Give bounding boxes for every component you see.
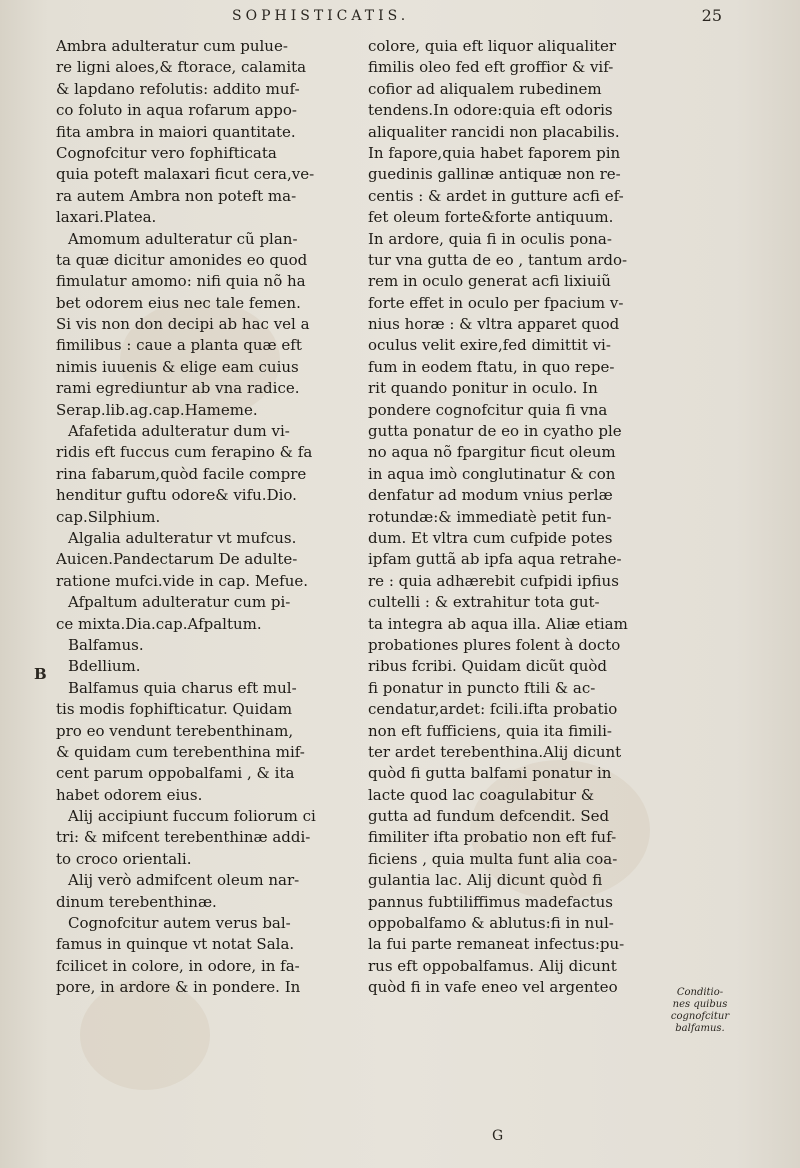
text-line: tur vna gutta de eo , tantum ardo- <box>368 250 628 269</box>
text-line: Afpaltum adulteratur cum pi- <box>68 593 291 612</box>
text-line: Bdellium. <box>68 657 141 676</box>
text-line: rami egrediuntur ab vna radice. <box>56 379 300 398</box>
text-line: cofior ad aliqualem rubedinem <box>368 79 602 98</box>
text-line: aliqualiter rancidi non placabilis. <box>368 122 620 141</box>
text-line: fita ambra in maiori quantitate. <box>56 122 296 141</box>
text-line: gulantia lac. Alij dicunt quòd fi <box>368 871 603 890</box>
text-line: colore, quia eft liquor aliqualiter <box>368 37 617 55</box>
text-line: pannus fubtiliffimus madefactus <box>368 892 613 911</box>
text-line: fimiliter ifta probatio non eft fuf- <box>368 828 617 847</box>
text-line: ratione mufci.vide in cap. Mefue. <box>56 571 308 590</box>
text-line: bet odorem eius nec tale femen. <box>56 293 301 312</box>
text-line: Si vis non don decipi ab hac vel a <box>56 315 310 334</box>
text-line: cultelli : & extrahitur tota gut- <box>368 593 600 612</box>
text-line: Balfamus. <box>68 635 144 654</box>
text-line: centis : & ardet in gutture acfi ef- <box>368 186 624 205</box>
text-line: habet odorem eius. <box>56 785 203 804</box>
text-line: & lapdano refolutis: addito muf- <box>56 79 300 98</box>
text-line: quòd fi gutta balfami ponatur in <box>368 764 612 783</box>
text-line: In ardore, quia fi in oculis pona- <box>368 229 612 248</box>
text-line: quia poteft malaxari ficut cera,ve- <box>56 165 315 184</box>
text-line: rina fabarum,quòd facile compre <box>56 464 307 483</box>
text-line: gutta ponatur de eo in cyatho ple <box>368 422 622 441</box>
text-line: cent parum oppobalfami , & ita <box>56 764 295 783</box>
margin-note-line: balfamus. <box>675 1023 725 1034</box>
text-line: ipfam guttã ab ipfa aqua retrahe- <box>368 550 622 569</box>
text-line: ridis eft fuccus cum ferapino & fa <box>56 443 313 462</box>
text-line: re ligni aloes,& ftorace, calamita <box>56 58 307 77</box>
text-line: lacte quod lac coagulabitur & <box>368 785 595 804</box>
text-line: rit quando ponitur in oculo. In <box>368 379 598 398</box>
text-line: Alij verò admifcent oleum nar- <box>68 871 300 890</box>
text-line: tis modis fophifticatur. Quidam <box>56 700 293 719</box>
margin-note-line: nes quibus <box>672 999 728 1010</box>
text-line: la fui parte remaneat infectus:pu- <box>368 935 625 954</box>
text-line: to croco orientali. <box>56 849 192 868</box>
text-line: Serap.lib.ag.cap.Hameme. <box>56 400 258 419</box>
text-line: forte effet in oculo per fpacium v- <box>368 293 624 312</box>
text-line: ta integra ab aqua illa. Aliæ etiam <box>368 614 628 633</box>
text-line: denfatur ad modum vnius perlæ <box>368 486 613 505</box>
text-line: co foluto in aqua rofarum appo- <box>56 101 297 120</box>
text-line: Amomum adulteratur cũ plan- <box>68 229 298 248</box>
text-line: Cognofcitur autem verus bal- <box>68 914 291 933</box>
text-line: tri: & mifcent terebenthinæ addi- <box>56 828 311 847</box>
text-line: guedinis gallinæ antiquæ non re- <box>368 165 621 184</box>
text-line: rem in oculo generat acfi lixiuiũ <box>368 272 611 291</box>
text-line: cendatur,ardet: fcili.ifta probatio <box>368 700 618 719</box>
text-line: dum. Et vltra cum cufpide potes <box>368 528 613 547</box>
text-line: In fapore,quia habet faporem pin <box>368 143 621 162</box>
margin-note-line: Conditio- <box>676 987 724 998</box>
text-line: re : quia adhærebit cufpidi ipfius <box>368 571 619 590</box>
text-line: cap.Silphium. <box>56 507 161 526</box>
margin-letter: B <box>34 665 47 683</box>
margin-note-line: cognofcitur <box>670 1011 730 1022</box>
text-line: & quidam cum terebenthina mif- <box>56 742 305 761</box>
text-line: famus in quinque vt notat Sala. <box>56 935 295 954</box>
text-line: oppobalfamo & ablutus:fi in nul- <box>368 914 614 933</box>
text-line: pro eo vendunt terebenthinam, <box>56 721 294 740</box>
text-line: fimilis oleo fed eft groffior & vif- <box>368 58 614 77</box>
text-line: rotundæ:& immediatè petit fun- <box>368 507 612 526</box>
text-line: quòd fi in vafe eneo vel argenteo <box>368 978 618 997</box>
text-line: fcilicet in colore, in odore, in fa- <box>56 956 300 975</box>
right-text-column <box>368 36 642 999</box>
text-line: no aqua nõ fpargitur ficut oleum <box>368 443 616 462</box>
text-line: fet oleum forte&forte antiquum. <box>368 208 614 227</box>
text-line: pore, in ardore & in pondere. In <box>56 978 301 997</box>
text-line: fimulatur amomo: nifi quia nõ ha <box>56 272 306 291</box>
text-line: ta quæ dicitur amonides eo quod <box>56 250 308 269</box>
left-text-column <box>56 36 348 999</box>
text-line: nius horæ : & vltra apparet quod <box>368 315 620 334</box>
text-line: oculus velit exire,fed dimittit vi- <box>368 336 611 355</box>
signature-mark: G <box>492 1128 504 1144</box>
text-line: probationes plures folent à docto <box>368 635 621 654</box>
text-line: tendens.In odore:quia eft odoris <box>368 101 613 120</box>
text-line: fimilibus : caue a planta quæ eft <box>56 336 302 355</box>
text-line: fum in eodem ftatu, in quo repe- <box>368 357 615 376</box>
text-line: ribus fcribi. Quidam dicũt quòd <box>368 657 607 676</box>
text-line: Afafetida adulteratur dum vi- <box>68 422 290 441</box>
text-line: Ambra adulteratur cum pulue- <box>56 37 288 55</box>
text-line: dinum terebenthinæ. <box>56 892 217 911</box>
text-line: pondere cognofcitur quia fi vna <box>368 400 608 419</box>
text-line: fi ponatur in puncto ftili & ac- <box>368 678 596 697</box>
text-line: Cognofcitur vero fophifticata <box>56 143 277 162</box>
text-line: Alij accipiunt fuccum foliorum ci <box>68 807 316 826</box>
text-line: ter ardet terebenthina.Alij dicunt <box>368 742 622 761</box>
text-line: ra autem Ambra non poteft ma- <box>56 186 297 205</box>
margin-note <box>660 987 740 1035</box>
text-line: in aqua imò conglutinatur & con <box>368 464 616 483</box>
page-number: 25 <box>701 6 722 25</box>
text-line: Balfamus quia charus eft mul- <box>68 678 297 697</box>
text-line: laxari.Platea. <box>56 208 157 227</box>
running-title: SOPHISTICATIS. <box>232 8 410 24</box>
text-line: nimis iuuenis & elige eam cuius <box>56 357 299 376</box>
text-line: gutta ad fundum defcendit. Sed <box>368 807 610 826</box>
text-line: Algalia adulteratur vt mufcus. <box>68 528 297 547</box>
text-line: ce mixta.Dia.cap.Afpaltum. <box>56 614 262 633</box>
text-line: rus eft oppobalfamus. Alij dicunt <box>368 956 617 975</box>
text-line: ficiens , quia multa funt alia coa- <box>368 849 618 868</box>
text-line: non eft fufficiens, quia ita fimili- <box>368 721 612 740</box>
text-line: Auicen.Pandectarum De adulte- <box>56 550 298 569</box>
text-line: henditur guftu odore& vifu.Dio. <box>56 486 297 505</box>
